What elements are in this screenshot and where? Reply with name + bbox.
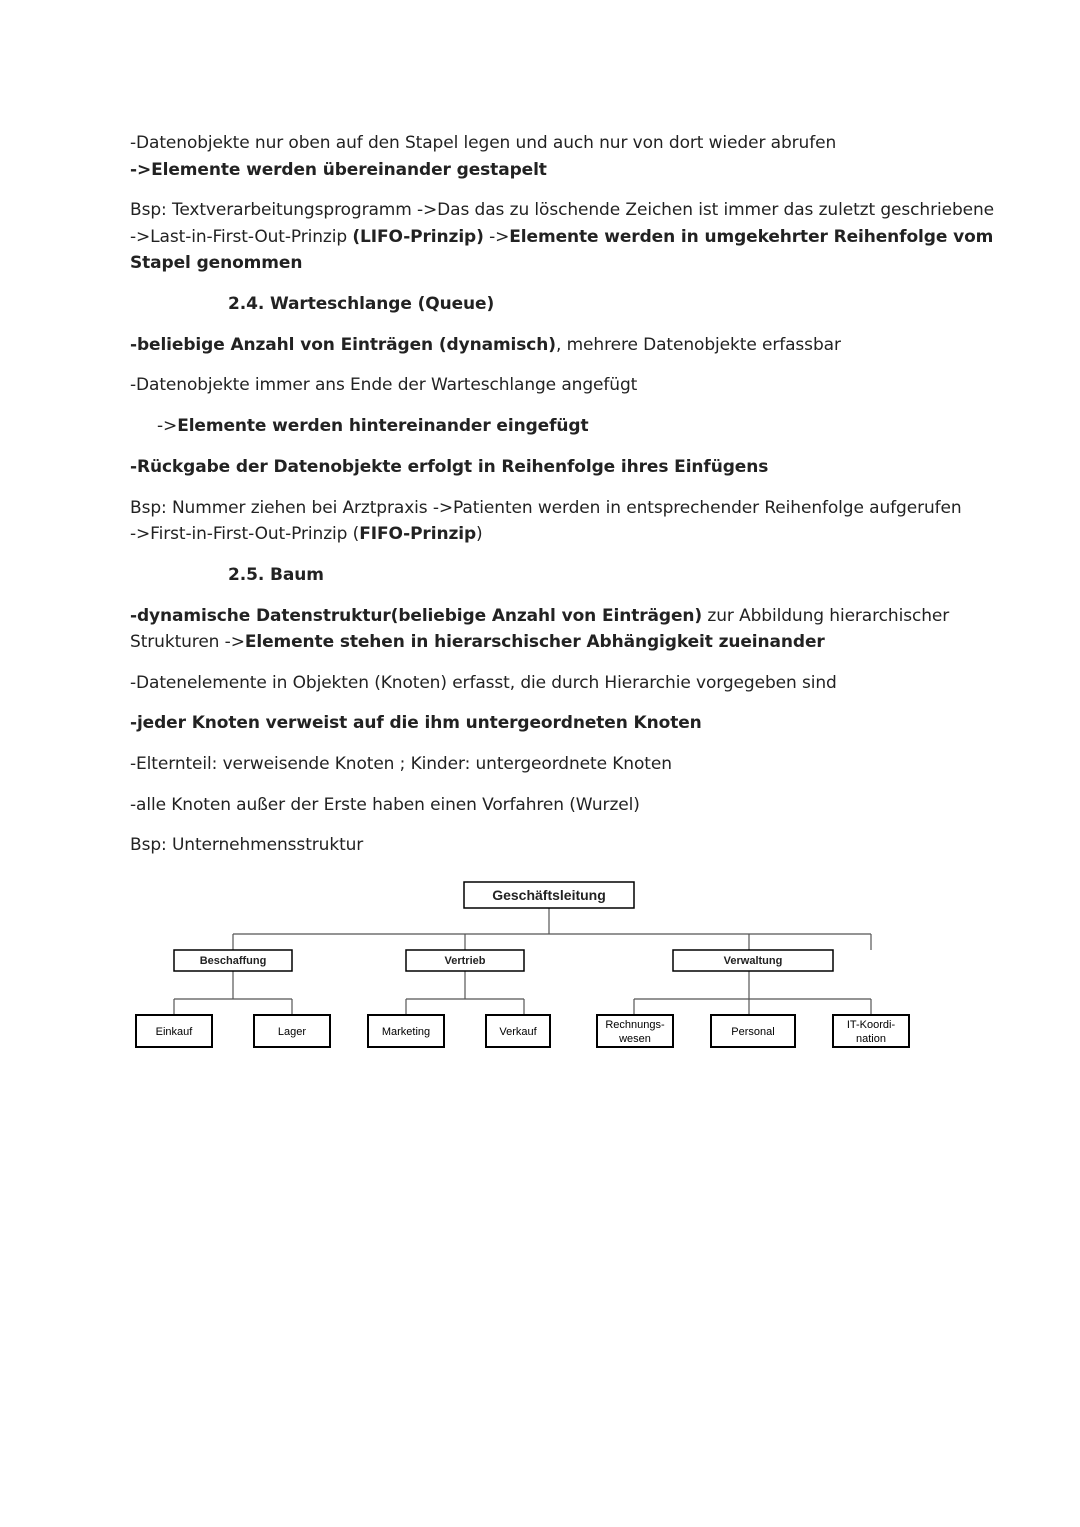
org-node-it-koordination-label-2: nation bbox=[856, 1033, 886, 1045]
org-node-lager bbox=[254, 1015, 330, 1047]
queue-line-4: -Rückgabe der Datenobjekte erfolgt in Reihenfolge ihres Einfügens bbox=[130, 457, 769, 477]
org-node-marketing-label: Marketing bbox=[381, 1026, 431, 1038]
org-node-personal bbox=[711, 1015, 795, 1047]
queue-heading: 2.4. Warteschlange (Queue) bbox=[228, 294, 495, 314]
org-node-rechnungswesen-label-2: wesen bbox=[619, 1033, 651, 1045]
tree-line-1-rest: zur Abbildung hierarchischer bbox=[702, 606, 950, 626]
org-node-einkauf bbox=[136, 1015, 212, 1047]
tree-line-4: -jeder Knoten verweist auf die ihm untergeordneten Knoten bbox=[130, 713, 702, 733]
org-node-root-label: Geschäftsleitung bbox=[492, 887, 606, 903]
queue-consequence: Elemente werden hintereinander eingefügt bbox=[177, 416, 589, 436]
org-node-vertrieb-label: Vertrieb bbox=[444, 955, 486, 967]
fifo-paren-close: ) bbox=[476, 524, 483, 544]
lifo-term: (LIFO-Prinzip) bbox=[352, 227, 484, 247]
queue-line-1-rest: , mehrere Datenobjekte erfassbar bbox=[555, 335, 841, 355]
queue-line-2: -Datenobjekte immer ans Ende der Warteschlange angefügt bbox=[130, 375, 638, 395]
org-node-marketing bbox=[368, 1015, 444, 1047]
tree-structures-text: Strukturen -> bbox=[130, 632, 245, 652]
org-node-einkauf-label: Einkauf bbox=[155, 1026, 193, 1038]
fifo-paren-open: ( bbox=[352, 524, 360, 544]
org-node-beschaffung-label: Beschaffung bbox=[199, 955, 267, 967]
org-node-lager-label: Lager bbox=[277, 1026, 307, 1038]
fifo-term: FIFO-Prinzip bbox=[359, 524, 477, 544]
tree-line-7: Bsp: Unternehmensstruktur bbox=[130, 835, 364, 855]
lifo-arrow: -> bbox=[483, 227, 510, 247]
stack-line-2: ->Elemente werden übereinander gestapelt bbox=[130, 160, 547, 180]
org-node-verkauf bbox=[486, 1015, 550, 1047]
tree-dynamic-term: -dynamische Datenstruktur(beliebige Anzahl von Einträgen) bbox=[130, 606, 703, 626]
org-node-verkauf-label: Verkauf bbox=[499, 1026, 537, 1038]
stack-line-1: -Datenobjekte nur oben auf den Stapel legen und auch nur von dort wieder abrufen bbox=[130, 133, 837, 153]
lifo-text: ->Last-in-First-Out-Prinzip bbox=[130, 227, 353, 247]
org-node-it-koordination bbox=[833, 1015, 909, 1047]
tree-heading: 2.5. Baum bbox=[228, 565, 324, 585]
fifo-text: ->First-in-First-Out-Prinzip bbox=[130, 524, 353, 544]
org-node-rechnungswesen bbox=[597, 1015, 673, 1047]
org-node-verwaltung bbox=[673, 950, 833, 971]
org-node-beschaffung bbox=[174, 950, 292, 971]
stack-line-5: Stapel genommen bbox=[130, 253, 303, 273]
queue-arrow: -> bbox=[157, 416, 178, 436]
lifo-consequence: Elemente werden in umgekehrter Reihenfolge vom bbox=[509, 227, 994, 247]
org-node-vertrieb bbox=[406, 950, 524, 971]
tree-consequence: Elemente stehen in hierarschischer Abhängigkeit zueinander bbox=[244, 632, 825, 652]
queue-dynamic-term: -beliebige Anzahl von Einträgen (dynamisch) bbox=[130, 335, 556, 355]
queue-line-5: Bsp: Nummer ziehen bei Arztpraxis ->Patienten werden in entsprechender Reihenfolge aufgerufen bbox=[130, 498, 962, 518]
tree-line-6: -alle Knoten außer der Erste haben einen Vorfahren (Wurzel) bbox=[130, 795, 640, 815]
org-node-verwaltung-label: Verwaltung bbox=[723, 955, 783, 967]
tree-line-3: -Datenelemente in Objekten (Knoten) erfasst, die durch Hierarchie vorgegeben sind bbox=[130, 673, 837, 693]
org-node-it-koordination-label-1: IT-Koordi- bbox=[846, 1019, 896, 1031]
org-node-personal-label: Personal bbox=[731, 1026, 775, 1038]
org-node-root bbox=[464, 882, 634, 908]
tree-line-5: -Elternteil: verweisende Knoten ; Kinder: untergeordnete Knoten bbox=[130, 754, 672, 774]
org-node-rechnungswesen-label-1: Rechnungs- bbox=[605, 1019, 665, 1031]
stack-line-3: Bsp: Textverarbeitungsprogramm ->Das das zu löschende Zeichen ist immer das zuletzt geschriebene bbox=[130, 200, 995, 220]
